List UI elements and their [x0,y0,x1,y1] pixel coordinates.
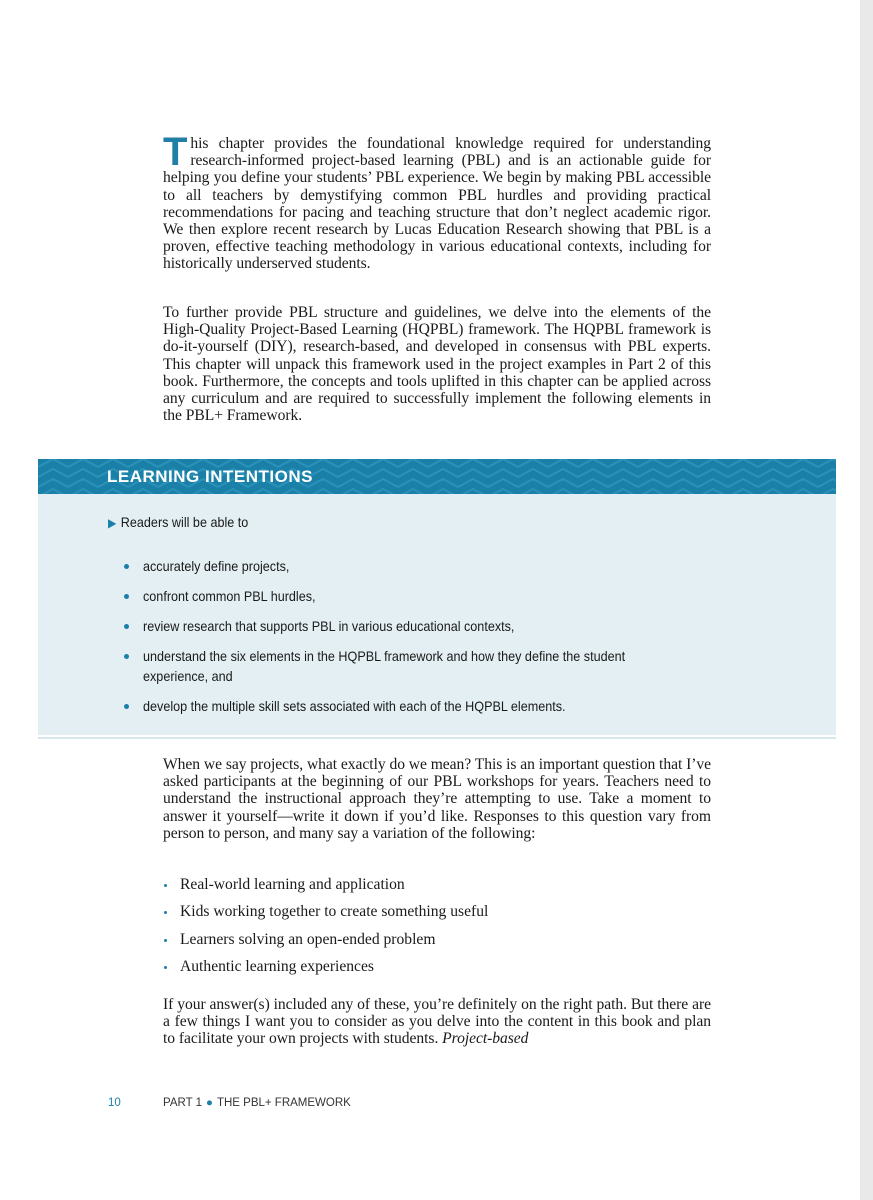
bullet-icon [124,594,129,599]
running-footer [163,1097,351,1109]
section-label: THE PBL+ FRAMEWORK [216,1097,351,1109]
framework-paragraph-text: To further provide PBL structure and guidelines, we delve into the elements of the High-Quality Project-Based Learning (HQPBL) framework. The HQPBL framework is do-it-yourself (DIY), research-based, and developed in consensus with PBL experts. This chapter will unpack this framework used in the project examples in Part 2 of this book. Furthermore, the concepts and tools uplifted in this chapter can be applied across any curriculum and are required to successfully implement the following elements in the PBL+ Framework. [163,304,711,425]
list-item: review research that supports PBL in various educational contexts, [124,616,824,636]
intro-paragraph-text: his chapter provides the foundational knowledge required for understanding research-informed project-based learning (PBL) and is an actionable guide for helping you define your students’ PBL experience. We begin by making PBL accessible to all teachers by demystifying common PBL hurdles and providing practical recommendations for pacing and teaching structure that don’t neglect academic rigor. We then explore recent research by Lucas Education Research showing that PBL is a proven, effective teaching methodology in various educational contexts, including for historically underserved students. [163,135,711,273]
bullet-icon [124,704,129,709]
page-number: 10 [108,1097,121,1109]
bullet-icon [124,564,129,569]
separator-dot-icon: ● [206,1097,213,1109]
framework-paragraph [163,304,711,424]
learning-intentions-box [38,459,836,735]
closing-paragraph-italic: Project-based [442,1030,529,1048]
list-item: Real-world learning and application [163,876,711,893]
closing-paragraph-text: If your answer(s) included any of these, you’re definitely on the right path. But there are a few things I want you to consider as you delve into the content in this book and plan to facilitate your own projects with students. [163,996,711,1048]
bullet-icon [164,939,167,942]
bullet-icon [164,966,167,969]
projects-paragraph-text: When we say projects, what exactly do we mean? This is an important question that I’ve asked participants at the beginning of our PBL workshops for years. Teachers need to understand the instructional approach they’re attempting to use. Take a moment to answer it yourself—write it down if you’d like. Responses to this question vary from person to person, and many say a variation of the following: [163,756,711,842]
learning-intentions-lead [108,514,248,530]
part-label: PART 1 [163,1097,202,1109]
closing-paragraph [163,996,711,1048]
drop-cap: T [163,130,188,174]
list-item: develop the multiple skill sets associated with each of the HQPBL elements. [124,696,824,716]
answers-list [163,876,711,986]
list-item: understand the six elements in the HQPBL framework and how they define the student experience, and [124,646,824,686]
bullet-icon [124,624,129,629]
list-item: accurately define projects, [124,556,824,576]
learning-intentions-header [38,459,836,494]
bullet-icon [124,654,129,659]
list-item: Learners solving an open-ended problem [163,931,711,948]
list-item: confront common PBL hurdles, [124,586,824,606]
bullet-icon [164,884,167,887]
intro-paragraph [163,130,711,273]
projects-paragraph [163,756,711,842]
list-item: Authentic learning experiences [163,958,711,975]
learning-intentions-lead-text: Readers will be able to [120,514,249,530]
list-item: Kids working together to create something useful [163,903,711,920]
box-divider [38,737,836,739]
learning-intentions-title: LEARNING INTENTIONS [107,467,313,486]
learning-intentions-list [124,556,824,726]
arrow-right-icon: ▶ [108,516,117,530]
bullet-icon [164,911,167,914]
